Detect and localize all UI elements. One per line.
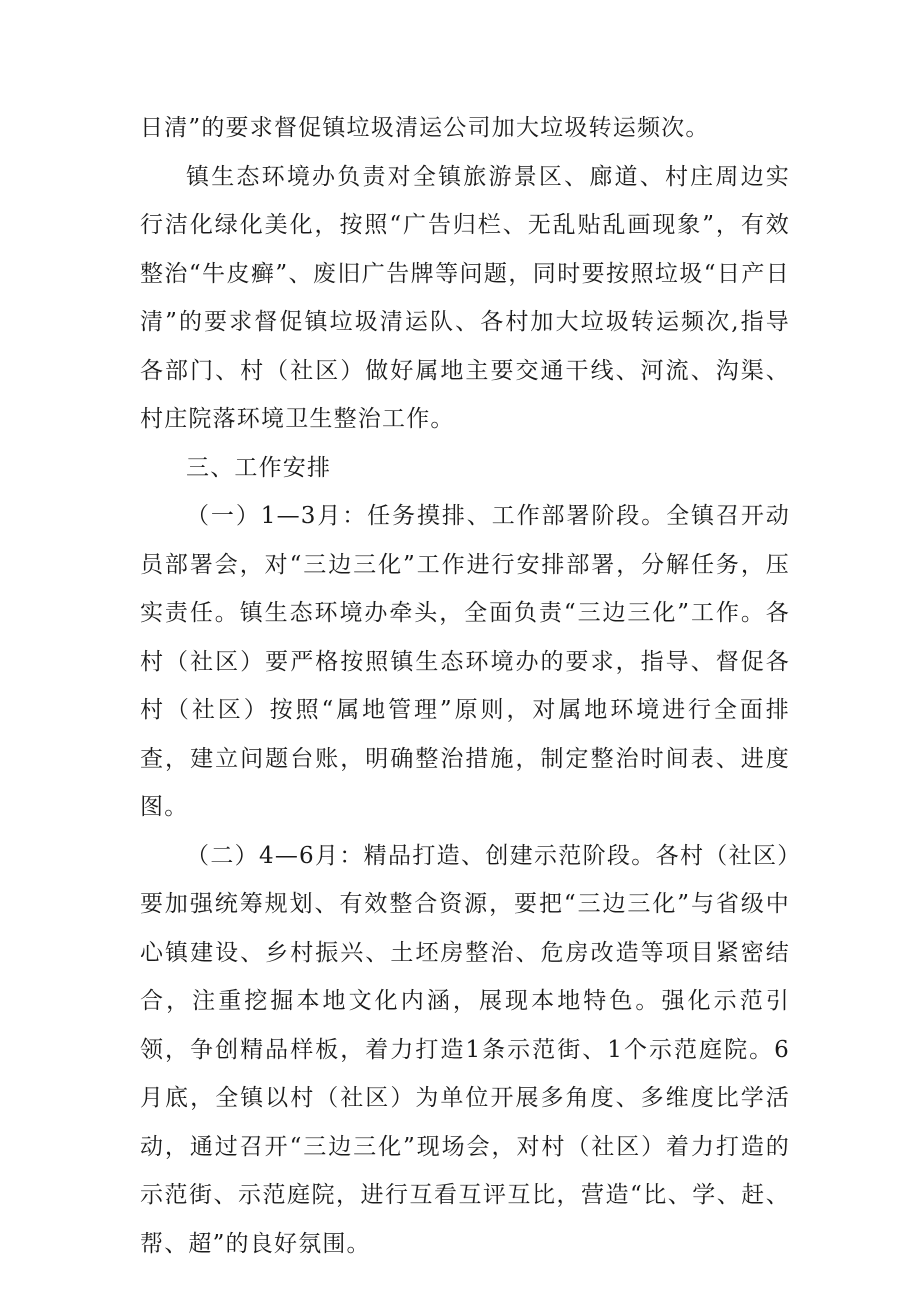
paragraph-phase-two: （二）4—6月：精品打造、创建示范阶段。各村（社区）要加强统筹规划、有效整合资源，要把“三边三化”与省级中心镇建设、乡村振兴、土坯房整治、危房改造等项目紧密结合，注重挖掘本地文化内涵，展现本地特色。强化示范引领，争创精品样板，着力打造1条示范街、1个示范庭院。6月底，全镇以村（社区）为单位开展多角度、多维度比学活动，通过召开“三边三化”现场会，对村（社区）着力打造的示范街、示范庭院，进行互看互评互比，营造“比、学、赶、帮、超”的良好氛围。	[140, 842, 790, 1257]
section-heading-work-arrangement: 三、工作安排	[186, 454, 332, 481]
paragraph-phase-one: （一）1—3月：任务摸排、工作部署阶段。全镇召开动员部署会，对“三边三化”工作进行安排部署，分解任务，压实责任。镇生态环境办牵头，全面负责“三边三化”工作。各村（社区）要严格按照镇生态环境办的要求，指导、督促各村（社区）按照“属地管理”原则，对属地环境进行全面排查，建立问题台账，明确整治措施，制定整治时间表、进度图。	[140, 503, 790, 820]
document-page	[140, 104, 790, 1268]
paragraph-environment-office: 镇生态环境办负责对全镇旅游景区、廊道、村庄周边实行洁化绿化美化，按照“广告归栏、无乱贴乱画现象”，有效整治“牛皮癣”、废旧广告牌等问题，同时要按照垃圾“日产日清”的要求督促镇垃圾清运队、各村加大垃圾转运频次,指导各部门、村（社区）做好属地主要交通干线、河流、沟渠、村庄院落环境卫生整治工作。	[140, 163, 790, 432]
paragraph-continuation: 日清”的要求督促镇垃圾清运公司加大垃圾转运频次。	[140, 115, 710, 141]
